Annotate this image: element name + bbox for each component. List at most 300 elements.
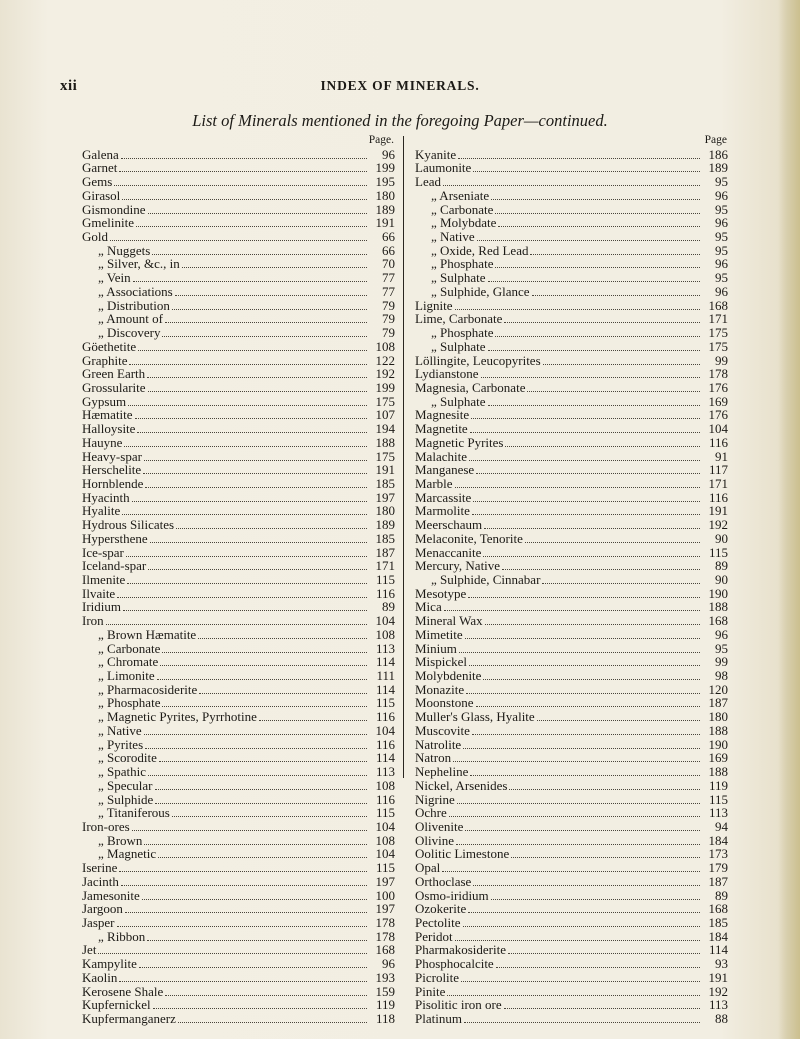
entry-name: Natrolite	[415, 736, 462, 752]
dot-leader	[473, 876, 700, 886]
entry-name: Marble	[415, 475, 453, 491]
entry-page: 169	[708, 750, 728, 766]
entry-page: 116	[375, 791, 395, 807]
index-entry	[82, 504, 395, 518]
dot-leader	[126, 547, 367, 557]
entry-name: „ Native	[98, 722, 142, 738]
index-entry	[82, 340, 395, 354]
dot-leader	[122, 190, 367, 200]
entry-page: 95	[715, 242, 728, 258]
dot-leader	[114, 176, 367, 186]
dot-leader	[182, 258, 367, 268]
dot-leader	[199, 684, 367, 694]
index-entry	[82, 175, 395, 189]
index-entry	[82, 285, 395, 299]
dot-leader	[172, 807, 367, 817]
index-entry	[415, 765, 728, 779]
entry-name: Nickel, Arsenides	[415, 777, 508, 793]
dot-leader	[98, 944, 367, 954]
index-entry	[415, 1012, 728, 1026]
index-entry	[82, 1012, 395, 1026]
dot-leader	[504, 313, 700, 323]
dot-leader	[148, 560, 367, 570]
entry-page: 95	[715, 640, 728, 656]
dot-leader	[502, 560, 700, 570]
index-entry	[415, 642, 728, 656]
entry-page: 188	[375, 434, 395, 450]
dot-leader	[476, 697, 701, 707]
index-entry	[82, 861, 395, 875]
entry-name: Mimetite	[415, 626, 463, 642]
entry-name: „ Associations	[98, 283, 173, 299]
entry-name: Meerschaum	[415, 517, 483, 533]
dot-leader	[144, 451, 367, 461]
entry-page: 185	[708, 914, 728, 930]
dot-leader	[119, 972, 367, 982]
entry-name: Pectolite	[415, 914, 461, 930]
dot-leader	[124, 437, 367, 447]
entry-name: Orthoclase	[415, 873, 472, 889]
entry-page: 115	[375, 695, 395, 711]
dot-leader	[463, 917, 701, 927]
entry-name: Iron-ores	[82, 818, 130, 834]
entry-page: 104	[375, 722, 395, 738]
entry-name: Olivine	[415, 832, 454, 848]
entry-page: 180	[375, 503, 395, 519]
dot-leader	[473, 162, 700, 172]
index-entry	[415, 408, 728, 422]
entry-name: Gypsum	[82, 393, 127, 409]
dot-leader	[527, 382, 700, 392]
entry-page: 90	[715, 530, 728, 546]
dot-leader	[504, 999, 700, 1009]
entry-name: Hyalite	[82, 503, 121, 519]
entry-page: 95	[715, 229, 728, 245]
index-entry	[415, 450, 728, 464]
index-entry	[82, 587, 395, 601]
entry-page: 193	[375, 969, 395, 985]
index-entry	[82, 573, 395, 587]
index-entry	[82, 422, 395, 436]
entry-page: 116	[708, 489, 728, 505]
index-entry	[82, 765, 395, 779]
index-entry	[82, 669, 395, 683]
list-title: List of Minerals mentioned in the foregoing Paper—continued.	[192, 111, 608, 130]
entry-name: Girasol	[82, 187, 121, 203]
index-entry	[415, 491, 728, 505]
entry-page: 89	[715, 558, 728, 574]
index-entry	[82, 203, 395, 217]
dot-leader	[488, 341, 700, 351]
dot-leader	[447, 986, 700, 996]
entry-page: 180	[708, 709, 728, 725]
entry-name: „ Amount of	[98, 311, 163, 327]
entry-page: 115	[375, 860, 395, 876]
index-entry	[82, 847, 395, 861]
dot-leader	[473, 492, 700, 502]
dot-leader	[160, 656, 367, 666]
entry-name: „ Silver, &c., in	[98, 256, 180, 272]
entry-name: „ Chromate	[98, 654, 159, 670]
entry-name: Löllingite, Leucopyrites	[415, 352, 541, 368]
entry-page: 111	[376, 668, 395, 684]
index-entry	[82, 971, 395, 985]
dot-leader	[136, 217, 367, 227]
dot-leader	[469, 656, 700, 666]
index-entry	[82, 628, 395, 642]
entry-name: Hæmatite	[82, 407, 133, 423]
entry-name: Green Earth	[82, 366, 146, 382]
entry-name: Halloysite	[82, 421, 136, 437]
index-entry	[415, 985, 728, 999]
entry-name: Oolitic Limestone	[415, 846, 510, 862]
index-entry	[415, 806, 728, 820]
entry-name: „ Oxide, Red Lead	[431, 242, 529, 258]
dot-leader	[477, 231, 700, 241]
entry-name: „ Distribution	[98, 297, 170, 313]
dot-leader	[472, 505, 700, 515]
index-entry	[415, 518, 728, 532]
dot-leader	[155, 794, 367, 804]
dot-leader	[461, 972, 700, 982]
entry-page: 197	[375, 489, 395, 505]
entry-name: Olivenite	[415, 818, 464, 834]
index-entry	[82, 998, 395, 1012]
entry-name: Mispickel	[415, 654, 467, 670]
index-entry	[415, 614, 728, 628]
entry-name: „ Phosphate	[431, 256, 494, 272]
dot-leader	[148, 204, 367, 214]
index-entry	[415, 230, 728, 244]
entry-name: „ Brown	[98, 832, 143, 848]
index-entry	[82, 312, 395, 326]
entry-name: Magnetite	[415, 421, 468, 437]
index-entry	[415, 257, 728, 271]
dot-leader	[496, 958, 700, 968]
entry-page: 113	[708, 997, 728, 1013]
index-entry	[415, 381, 728, 395]
entry-name: Lydianstone	[415, 366, 479, 382]
index-entry	[415, 244, 728, 258]
entry-name: Göethetite	[82, 338, 137, 354]
entry-page: 119	[375, 997, 395, 1013]
entry-name: „ Vein	[98, 270, 131, 286]
dot-leader	[117, 917, 368, 927]
index-entry	[415, 203, 728, 217]
dot-leader	[129, 355, 367, 365]
entry-name: „ Pharmacosiderite	[98, 681, 198, 697]
entry-page: 66	[382, 242, 395, 258]
entry-page: 77	[382, 270, 395, 286]
entry-name: Grossularite	[82, 379, 146, 395]
dot-leader	[139, 958, 367, 968]
entry-name: Garnet	[82, 160, 118, 176]
entry-page: 189	[375, 517, 395, 533]
entry-page: 188	[708, 599, 728, 615]
entry-page: 178	[375, 928, 395, 944]
entry-page: 184	[708, 832, 728, 848]
index-entry	[82, 889, 395, 903]
entry-name: Mineral Wax	[415, 613, 483, 629]
entry-page: 94	[715, 818, 728, 834]
dot-leader	[530, 245, 700, 255]
dot-leader	[532, 286, 700, 296]
entry-page: 95	[715, 270, 728, 286]
index-entry	[415, 971, 728, 985]
entry-page: 191	[375, 462, 395, 478]
entry-page: 93	[715, 956, 728, 972]
dot-leader	[463, 739, 700, 749]
entry-page: 99	[715, 654, 728, 670]
entry-name: Gold	[82, 229, 108, 245]
entry-page: 115	[375, 572, 395, 587]
entry-name: Nepheline	[415, 764, 469, 780]
dot-leader	[483, 670, 700, 680]
entry-page: 96	[715, 215, 728, 231]
entry-page: 171	[708, 311, 728, 327]
index-entry	[415, 395, 728, 409]
entry-name: Ilvaite	[82, 585, 116, 601]
index-entry	[415, 861, 728, 875]
index-entry	[415, 875, 728, 889]
index-entry	[82, 244, 395, 258]
index-entry	[415, 683, 728, 697]
index-entry	[415, 655, 728, 669]
entry-name: Graphite	[82, 352, 128, 368]
entry-page: 178	[375, 914, 395, 930]
dot-leader	[508, 944, 700, 954]
entry-name: Opal	[415, 860, 441, 876]
entry-name: „ Brown Hæmatite	[98, 626, 197, 642]
entry-name: Moonstone	[415, 695, 474, 711]
entry-name: Menaccanite	[415, 544, 482, 560]
dot-leader	[144, 725, 367, 735]
dot-leader	[158, 848, 367, 858]
index-entry	[415, 546, 728, 560]
dot-leader	[143, 464, 367, 474]
dot-leader	[485, 615, 700, 625]
dot-leader	[138, 341, 367, 351]
entry-name: Minium	[415, 640, 457, 656]
dot-leader	[470, 423, 700, 433]
entry-name: Platinum	[415, 1011, 462, 1026]
entry-name: „ Native	[431, 229, 475, 245]
dot-leader	[455, 478, 700, 488]
entry-page: 178	[708, 366, 728, 382]
entry-name: Manganese	[415, 462, 475, 478]
index-entry	[415, 271, 728, 285]
entry-page: 88	[715, 1011, 728, 1026]
dot-leader	[175, 286, 367, 296]
entry-name: Kampylite	[82, 956, 137, 972]
entry-name: Mercury, Native	[415, 558, 501, 574]
dot-leader	[472, 725, 700, 735]
entry-name: „ Specular	[98, 777, 153, 793]
entry-page: 113	[375, 640, 395, 656]
entry-page: 173	[708, 846, 728, 862]
entry-page: 104	[375, 846, 395, 862]
entry-name: Iserine	[82, 860, 118, 876]
entry-page: 168	[375, 942, 395, 958]
entry-name: Nigrine	[415, 791, 455, 807]
dot-leader	[125, 903, 367, 913]
entry-page: 168	[708, 901, 728, 917]
index-entry	[82, 724, 395, 738]
dot-leader	[464, 1013, 700, 1023]
index-entry	[82, 518, 395, 532]
entry-name: Lignite	[415, 297, 453, 313]
entry-page: 175	[708, 325, 728, 341]
entry-page: 190	[708, 736, 728, 752]
dot-leader	[442, 862, 700, 872]
entry-name: „ Carbonate	[98, 640, 161, 656]
index-entry	[82, 559, 395, 573]
index-entry	[415, 738, 728, 752]
entry-name: Muscovite	[415, 722, 470, 738]
entry-page: 70	[382, 256, 395, 272]
dot-leader	[152, 245, 367, 255]
index-entry	[82, 395, 395, 409]
index-entry	[415, 724, 728, 738]
dot-leader	[145, 739, 367, 749]
entry-name: „ Arseniate	[431, 187, 490, 203]
entry-name: „ Nuggets	[98, 242, 151, 258]
index-entry	[415, 312, 728, 326]
index-entry	[415, 600, 728, 614]
dot-leader	[455, 931, 700, 941]
dot-leader	[127, 574, 367, 584]
index-entry	[415, 847, 728, 861]
dot-leader	[459, 643, 700, 653]
entry-name: „ Phosphate	[98, 695, 161, 711]
index-entry	[82, 408, 395, 422]
page-edge	[778, 0, 800, 1039]
index-entry	[82, 930, 395, 944]
entry-page: 194	[375, 421, 395, 437]
entry-page: 108	[375, 626, 395, 642]
entry-name: Laumonite	[415, 160, 472, 176]
entry-name: „ Sulphate	[431, 338, 486, 354]
index-entry	[415, 436, 728, 450]
entry-page: 171	[375, 558, 395, 574]
index-entry	[415, 216, 728, 230]
index-entry	[82, 985, 395, 999]
dot-leader	[469, 451, 700, 461]
dot-leader	[542, 574, 700, 584]
entry-page: 199	[375, 379, 395, 395]
index-entry	[415, 957, 728, 971]
entry-name: Heavy-spar	[82, 448, 142, 464]
entry-name: Iridium	[82, 599, 121, 615]
index-entry	[82, 148, 395, 162]
dot-leader	[147, 931, 367, 941]
index-entry	[415, 504, 728, 518]
dot-leader	[159, 752, 367, 762]
entry-page: 114	[375, 681, 395, 697]
dot-leader	[176, 519, 367, 529]
dot-leader	[495, 327, 700, 337]
entry-page: 115	[375, 805, 395, 821]
dot-leader	[495, 204, 700, 214]
dot-leader	[121, 876, 367, 886]
index-entry	[82, 189, 395, 203]
index-entry	[82, 793, 395, 807]
index-entry	[415, 710, 728, 724]
dot-leader	[106, 615, 367, 625]
index-entry	[82, 943, 395, 957]
dot-leader	[137, 423, 367, 433]
entry-name: Magnesite	[415, 407, 470, 423]
entry-page: 77	[382, 283, 395, 299]
index-entry	[415, 148, 728, 162]
entry-name: „ Magnetic	[98, 846, 157, 862]
entry-name: „ Sulphide, Cinnabar	[431, 572, 541, 587]
dot-leader	[444, 601, 700, 611]
entry-page: 89	[382, 599, 395, 615]
dot-leader	[449, 807, 700, 817]
index-entry	[415, 285, 728, 299]
index-entry	[82, 216, 395, 230]
entry-name: Ozokerite	[415, 901, 467, 917]
index-entry	[82, 779, 395, 793]
index-entry	[415, 943, 728, 957]
entry-page: 188	[708, 764, 728, 780]
dot-leader	[491, 890, 700, 900]
index-entry	[82, 491, 395, 505]
index-entry	[415, 326, 728, 340]
entry-page: 95	[715, 201, 728, 217]
index-entry	[82, 875, 395, 889]
entry-name: Gems	[82, 174, 113, 190]
left-page-label: Page.	[368, 134, 394, 146]
entry-name: Lead	[415, 174, 441, 190]
entry-name: „ Magnetic Pyrites, Pyrrhotine	[98, 709, 257, 725]
entry-name: Monazite	[415, 681, 465, 697]
entry-page: 192	[708, 517, 728, 533]
dot-leader	[495, 258, 700, 268]
index-entry	[415, 751, 728, 765]
entry-name: Iceland-spar	[82, 558, 147, 574]
entry-page: 108	[375, 338, 395, 354]
dot-leader	[488, 272, 700, 282]
entry-page: 192	[375, 366, 395, 382]
entry-name: „ Sulphate	[431, 270, 486, 286]
dot-leader	[165, 313, 367, 323]
index-entry	[415, 998, 728, 1012]
entry-page: 175	[708, 338, 728, 354]
index-entry	[82, 354, 395, 368]
dot-leader	[132, 821, 367, 831]
index-entry	[82, 642, 395, 656]
index-entry	[82, 738, 395, 752]
dot-leader	[259, 711, 367, 721]
entry-page: 108	[375, 777, 395, 793]
dot-leader	[178, 1013, 367, 1023]
index-entry	[82, 381, 395, 395]
index-entry	[82, 916, 395, 930]
dot-leader	[148, 382, 367, 392]
entry-name: Jacinth	[82, 873, 119, 889]
entry-name: Pharmakosiderite	[415, 942, 506, 958]
entry-page: 190	[708, 585, 728, 601]
entry-name: Pinite	[415, 983, 446, 999]
index-entry	[415, 189, 728, 203]
dot-leader	[148, 766, 367, 776]
dot-leader	[491, 190, 700, 200]
entry-name: Kerosene Shale	[82, 983, 164, 999]
dot-leader	[165, 986, 367, 996]
index-entry	[82, 902, 395, 916]
